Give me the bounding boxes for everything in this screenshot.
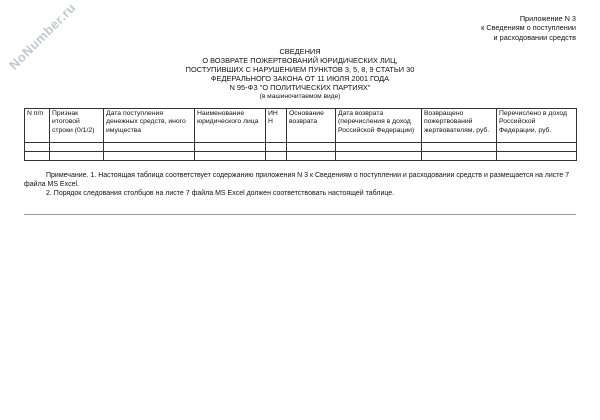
- header-return-reason: Основание возврата: [287, 109, 336, 143]
- title-line-3: ПОСТУПИВШИХ С НАРУШЕНИЕМ ПУНКТОВ 3, 5, 8, 9 СТАТЬИ 30: [185, 65, 415, 75]
- notes: [24, 171, 579, 199]
- bottom-divider: [24, 214, 576, 215]
- header-return-date: Дата возврата (перечисления в доход Российской Федерации): [336, 109, 422, 143]
- table-cell: [25, 152, 50, 161]
- title-line-1: СВЕДЕНИЯ: [279, 47, 321, 56]
- table-row: [25, 143, 577, 152]
- table-cell: [336, 152, 422, 161]
- appendix-line-3: и расходовании средств: [493, 32, 576, 42]
- appendix-reference: [396, 14, 576, 42]
- table-cell: [497, 152, 577, 161]
- table-cell: [266, 152, 287, 161]
- title-subtitle: (в машиночитаемом виде): [259, 93, 341, 101]
- note-1: Примечание. 1. Настоящая таблица соответствует содержанию приложения N 3 к Сведениям о поступлении и расходовании средств и размещается на листе 7 файла MS Excel.: [24, 172, 570, 189]
- table-cell: [287, 152, 336, 161]
- header-total-flag: Признак итоговой строки (0/1/2): [50, 109, 104, 143]
- appendix-line-2: к Сведениям о поступлении: [481, 23, 576, 33]
- returns-table: [24, 108, 577, 161]
- table-header-row: [25, 109, 577, 143]
- table-cell: [104, 143, 195, 152]
- table-cell: [266, 143, 287, 152]
- appendix-line-1: Приложение N 3: [519, 14, 576, 23]
- table-cell: [497, 143, 577, 152]
- note-2: 2. Порядок следования столбцов на листе 7 файла MS Excel должен соответствовать настоящей таблице.: [46, 190, 395, 198]
- title-line-2: О ВОЗВРАТЕ ПОЖЕРТВОВАНИЙ ЮРИДИЧЕСКИХ ЛИЦ,: [202, 56, 398, 66]
- header-receipt-date: Дата поступления денежных средств, иного имущества: [104, 109, 195, 143]
- table-cell: [195, 143, 266, 152]
- table-cell: [422, 143, 497, 152]
- header-inn: ИН Н: [266, 109, 287, 143]
- header-transferred-amount: Перечислено в доход Российской Федерации, руб.: [497, 109, 577, 143]
- table-row: [25, 152, 577, 161]
- table-cell: [336, 143, 422, 152]
- table-cell: [287, 143, 336, 152]
- document-title: [150, 47, 450, 102]
- title-line-5: N 95-ФЗ "О ПОЛИТИЧЕСКИХ ПАРТИЯХ": [229, 83, 371, 93]
- header-number: N п/п: [25, 109, 50, 143]
- table-cell: [50, 152, 104, 161]
- table-cell: [50, 143, 104, 152]
- watermark: NoNumber.ru: [6, 0, 79, 73]
- table-cell: [195, 152, 266, 161]
- table-cell: [104, 152, 195, 161]
- title-line-4: ФЕДЕРАЛЬНОГО ЗАКОНА ОТ 11 ИЮЛЯ 2001 ГОДА: [210, 74, 390, 84]
- header-returned-amount: Возвращено пожертвований жертвователям, руб.: [422, 109, 497, 143]
- header-legal-entity-name: Наименование юридического лица: [195, 109, 266, 143]
- table-cell: [25, 143, 50, 152]
- table-cell: [422, 152, 497, 161]
